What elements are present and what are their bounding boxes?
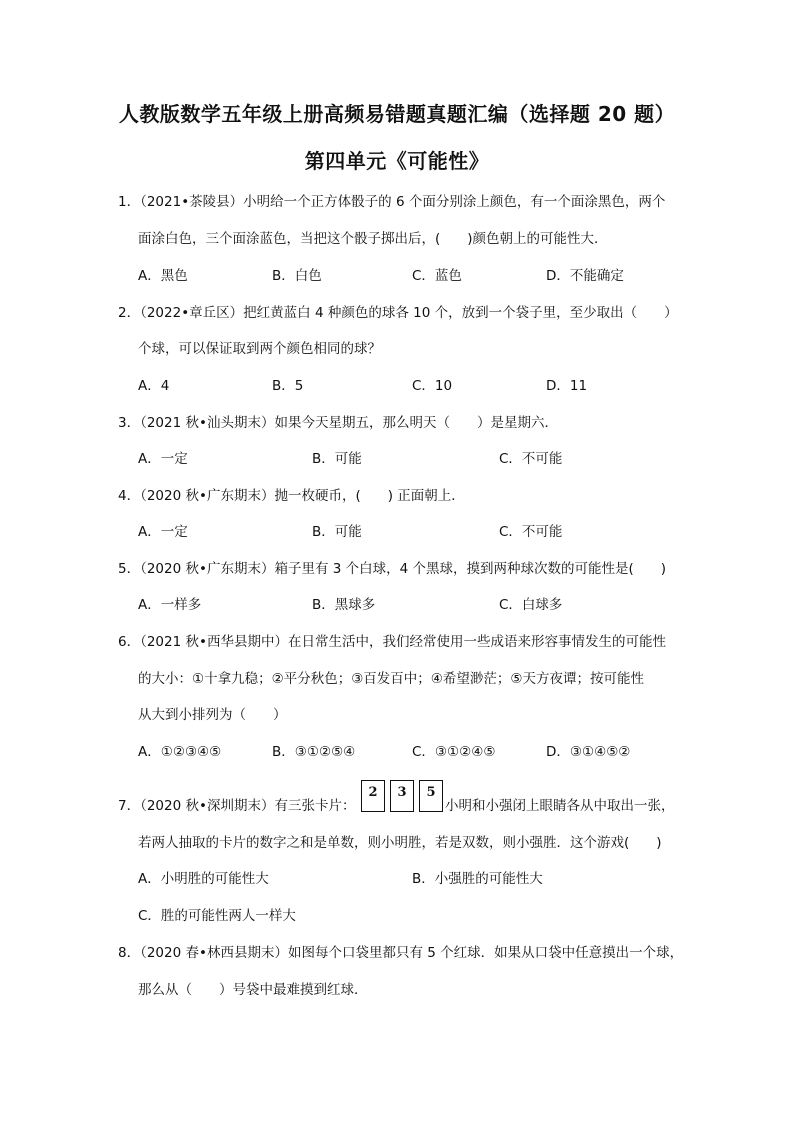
question-7-option-b: B．小强胜的可能性大 [412, 871, 543, 887]
question-1-option-b: B．白色 [272, 268, 322, 284]
question-7-option-a: A．小明胜的可能性大 [138, 871, 269, 887]
question-2-line-1: 2．（2022•章丘区）把红黄蓝白 4 种颜色的球各 10 个，放到一个袋子里，至少取出（ ） [118, 305, 678, 321]
question-2-option-b: B．5 [272, 378, 304, 394]
question-1-option-c: C．蓝色 [412, 268, 462, 284]
question-7-line-1: 7．（2020 秋•深圳期末）有三张卡片： [118, 798, 356, 814]
question-6-option-b: B．③①②⑤④ [272, 744, 356, 760]
question-2-option-d: D．11 [546, 378, 588, 394]
question-3-option-b: B．可能 [312, 451, 362, 467]
question-4-option-b: B．可能 [312, 524, 362, 540]
question-7-line-2: 若两人抽取的卡片的数字之和是单数，则小明胜，若是双数，则小强胜．这个游戏( ) [138, 835, 662, 851]
question-2-line-2: 个球，可以保证取到两个颜色相同的球？ [138, 341, 381, 357]
question-8-line-1: 8．（2020 春•林西县期末）如图每个口袋里都只有 5 个红球．如果从口袋中任意摸出一个球， [118, 945, 684, 961]
document-title: 人教版数学五年级上册高频易错题真题汇编（选择题 20 题） [118, 102, 676, 126]
number-card: 2 [361, 780, 385, 812]
question-5-line-1: 5．（2020 秋•广东期末）箱子里有 3 个白球，4 个黑球，摸到两种球次数的可能性是( ) [118, 561, 667, 577]
number-card: 5 [419, 780, 443, 812]
question-5-option-a: A．一样多 [138, 597, 202, 613]
question-5-option-c: C．白球多 [499, 597, 563, 613]
question-3-option-c: C．不可能 [499, 451, 563, 467]
question-2-option-c: C．10 [412, 378, 453, 394]
question-3-line-1: 3．（2021 秋•汕头期末）如果今天星期五，那么明天（ ）是星期六． [118, 415, 558, 431]
question-1-option-d: D．不能确定 [546, 268, 624, 284]
question-6-line-3: 从大到小排列为（ ） [138, 707, 287, 723]
question-1-line-1: 1．（2021•茶陵县）小明给一个正方体骰子的 6 个面分别涂上颜色，有一个面涂黑色，两个 [118, 194, 666, 210]
question-3-option-a: A．一定 [138, 451, 188, 467]
question-4-option-a: A．一定 [138, 524, 188, 540]
question-6-option-c: C．③①②④⑤ [412, 744, 496, 760]
question-5-option-b: B．黑球多 [312, 597, 376, 613]
question-6-line-2: 的大小：①十拿九稳；②平分秋色；③百发百中；④希望渺茫；⑤天方夜谭；按可能性 [138, 671, 645, 687]
question-1-line-2: 面涂白色，三个面涂蓝色，当把这个骰子掷出后，( )颜色朝上的可能性大． [138, 231, 608, 247]
question-1-option-a: A．黑色 [138, 268, 188, 284]
question-4-line-1: 4．（2020 秋•广东期末）抛一枚硬币，( ) 正面朝上． [118, 488, 465, 504]
question-7-line-1-cont: 小明和小强闭上眼睛各从中取出一张， [445, 798, 675, 814]
number-card: 3 [390, 780, 414, 812]
question-6-option-a: A．①②③④⑤ [138, 744, 222, 760]
document-subtitle: 第四单元《可能性》 [304, 149, 490, 173]
question-6-line-1: 6．（2021 秋•西华县期中）在日常生活中，我们经常使用一些成语来形容事情发生的可能性 [118, 634, 666, 650]
question-2-option-a: A．4 [138, 378, 170, 394]
question-7-option-c: C．胜的可能性两人一样大 [138, 908, 296, 924]
question-6-option-d: D．③①④⑤② [546, 744, 631, 760]
question-4-option-c: C．不可能 [499, 524, 563, 540]
question-8-line-2: 那么从（ ）号袋中最难摸到红球． [138, 982, 368, 998]
